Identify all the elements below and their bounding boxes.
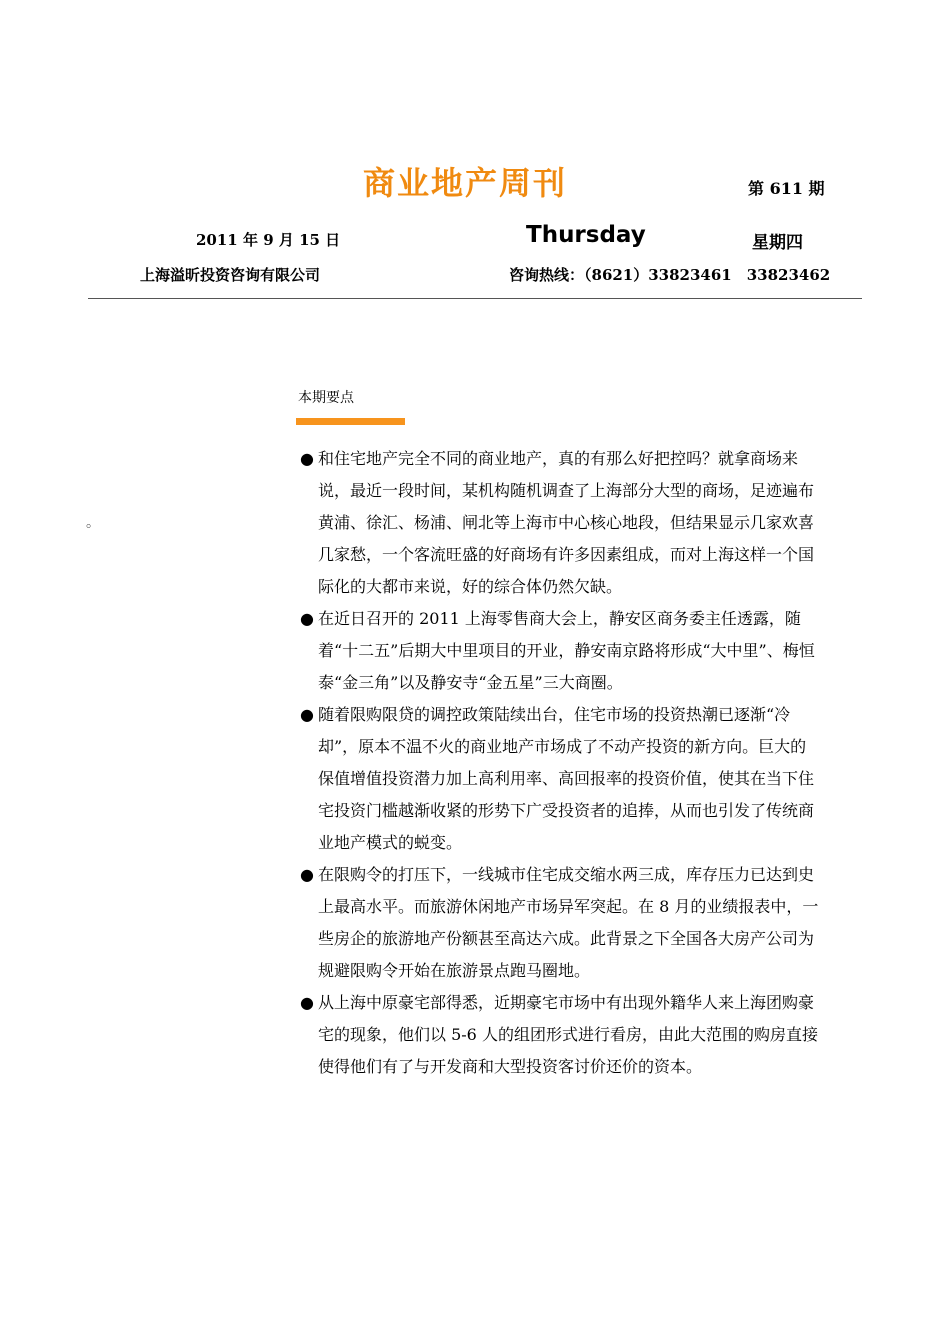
highlight-item: [300, 443, 820, 603]
highlights-heading: 本期要点: [298, 390, 354, 406]
bullet-icon: ●: [300, 609, 314, 628]
highlight-item: [300, 987, 820, 1083]
highlights-heading-underline: [296, 418, 405, 425]
bullet-icon: ●: [300, 993, 314, 1012]
weekday-english: Thursday: [526, 222, 646, 248]
bullet-icon: ●: [300, 449, 314, 468]
highlight-item: [300, 859, 820, 987]
highlight-text: 在近日召开的 2011 上海零售商大会上，静安区商务委主任透露，随着“十二五”后期大中里项目的开业，静安南京路将形成“大中里”、梅恒泰“金三角”以及静安寺“金五星”三大商圈。: [318, 609, 815, 692]
weekday-chinese: 星期四: [752, 233, 803, 253]
publication-title: 商业地产周刊: [362, 164, 567, 202]
issue-number: 第 611 期: [748, 179, 825, 198]
issue-date: 2011 年 9 月 15 日: [196, 231, 341, 249]
highlight-text: 从上海中原豪宅部得悉，近期豪宅市场中有出现外籍华人来上海团购豪宅的现象，他们以 5-6 人的组团形式进行看房，由此大范围的购房直接使得他们有了与开发商和大型投资客讨价还价的资本。: [318, 993, 818, 1076]
highlight-text: 随着限购限贷的调控政策陆续出台，住宅市场的投资热潮已逐渐“冷却”，原本不温不火的商业地产市场成了不动产投资的新方向。巨大的保值增值投资潜力加上高利用率、高回报率的投资价值，使其在当下住宅投资门槛越渐收紧的形势下广受投资者的追捧，从而也引发了传统商业地产模式的蜕变。: [318, 705, 815, 852]
highlight-item: [300, 603, 820, 699]
header-divider: [88, 298, 862, 299]
highlight-text: 和住宅地产完全不同的商业地产，真的有那么好把控吗？就拿商场来说，最近一段时间，某机构随机调查了上海部分大型的商场，足迹遍布黄浦、徐汇、杨浦、闸北等上海市中心核心地段，但结果显示几家欢喜几家愁，一个客流旺盛的好商场有许多因素组成，而对上海这样一个国际化的大都市来说，好的综合体仍然欠缺。: [318, 449, 815, 596]
highlights-list: [300, 443, 820, 1083]
consult-hotline: 咨询热线：（8621）33823461 33823462: [509, 266, 831, 284]
bullet-icon: ●: [300, 865, 314, 884]
bullet-icon: ●: [300, 705, 314, 724]
highlight-text: 在限购令的打压下，一线城市住宅成交缩水两三成，库存压力已达到史上最高水平。而旅游休闲地产市场异军突起。在 8 月的业绩报表中，一些房企的旅游地产份额甚至高达六成。此背景之下全国各大房产公司为规避限购令开始在旅游景点跑马圈地。: [318, 865, 819, 980]
margin-punctuation-mark: 。: [86, 515, 100, 531]
highlight-item: [300, 699, 820, 859]
company-name: 上海溢昕投资咨询有限公司: [140, 266, 321, 284]
